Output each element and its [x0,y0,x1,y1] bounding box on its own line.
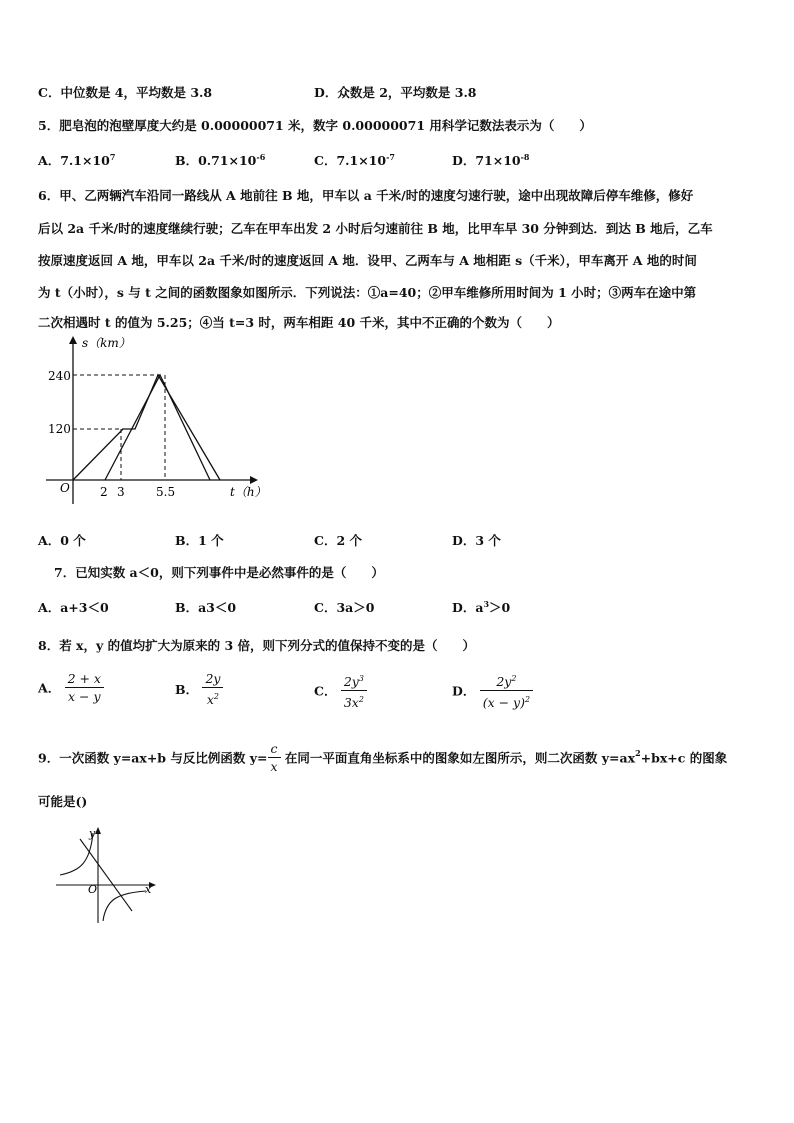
q8-stem: 8．若 x，y 的值均扩大为原来的 3 倍，则下列分式的值保持不变的是（ ） [38,638,476,653]
q8-option-b[interactable]: B． $\frac{2y}{x^2}$ [175,670,223,708]
fraction-a: $\frac{2 + x}{x - y}$ [65,670,104,705]
q6-option-b[interactable]: B．1 个 [175,533,224,548]
q8-option-c[interactable]: C． $\frac{2y^3}{3x^2}$ [314,670,367,711]
fraction-b: $\frac{2y}{x^2}$ [202,670,223,708]
q6-option-d[interactable]: D．3 个 [452,533,501,548]
q7-stem: 7．已知实数 a＜0，则下列事件中是必然事件的是（ ） [54,565,384,580]
q8-option-a[interactable]: A． $\frac{2 + x}{x - y}$ [38,670,104,705]
graph-y-label: y [89,827,96,840]
fraction-c: $\frac{2y^3}{3x^2}$ [341,670,367,711]
fraction-c-over-x: $\frac{c}{x}$ [268,740,281,775]
q7-option-c[interactable]: C．3a＞0 [314,600,375,615]
y-axis-arrow-icon [69,336,77,344]
q5-option-c[interactable]: C．$7.1\times 10^{-7}$ [314,151,395,168]
q6-stem-line: 后以 2a 千米/时的速度继续行驶；乙车在甲车出发 2 小时后匀速前往 B 地，比甲车早 30 分钟到达．到达 B 地后，乙车 [38,221,713,236]
q6-stem-line: 二次相遇时 t 的值为 5.25；④当 t=3 时，两车相距 40 千米，其中不正确的个数为（ ） [38,315,560,330]
q5-stem: 5．肥皂泡的泡壁厚度大约是 0.00000071 米，数字 0.00000071 用科学记数法表示为（ ） [38,118,592,133]
graph-x-label: t（h） [230,485,267,499]
q4-option-d[interactable]: D．众数是 2，平均数是 3.8 [314,85,477,100]
q5-option-d[interactable]: D．$71\times 10^{-8}$ [452,151,530,168]
y-tick-240: 240 [48,369,71,383]
q6-distance-time-graph [38,332,278,512]
x-tick-2: 2 [100,485,108,499]
q6-stem-line: 为 t（小时），s 与 t 之间的函数图象如图所示．下列说法：①a=40；②甲车维修所用时间为 1 小时；③两车在途中第 [38,285,697,300]
x-tick-3: 3 [117,485,125,499]
q5-option-b[interactable]: B．$0.71\times 10^{-6}$ [175,151,266,168]
graph-origin-label: O [60,481,70,495]
x-tick-5-5: 5.5 [156,485,176,499]
q9-stem: 9．一次函数 y=ax+b 与反比例函数 y= $\frac{c}{x}$ 在同一平面直角坐标系中的图象如左图所示，则二次函数 $y=ax^2+bx+c$ 的图象 [38,741,728,774]
q7-option-a[interactable]: A．a+3＜0 [38,600,109,615]
y-axis-arrow-icon [95,827,101,834]
hyperbola-branch-lower [103,891,146,921]
q7-option-d[interactable]: D．$a^3>0$ [452,598,511,615]
q4-option-c[interactable]: C．中位数是 4，平均数是 3.8 [38,85,213,100]
q9-stem-line2: 可能是() [38,794,88,809]
fraction-d: $\frac{2y^2}{(x - y)^2}$ [480,670,533,711]
q5-option-a[interactable]: A．$7.1\times 10^7$ [38,151,116,168]
q6-option-c[interactable]: C．2 个 [314,533,362,548]
car-jia-line [73,375,220,480]
x-axis-arrow-icon [250,476,258,484]
q8-option-d[interactable]: D． $\frac{2y^2}{(x - y)^2}$ [452,670,533,711]
linear-function-line [80,839,132,911]
graph-origin-label: O [88,883,98,896]
q6-option-a[interactable]: A．0 个 [38,533,86,548]
q6-stem-line: 按原速度返回 A 地，甲车以 2a 千米/时的速度返回 A 地．设甲、乙两车与 A 地相距 s（千米），甲车离开 A 地的时间 [38,253,697,268]
graph-y-label: s（km） [82,336,131,350]
q9-function-graph [52,825,164,927]
graph-x-label: x [145,883,152,896]
q7-option-b[interactable]: B．a3＜0 [175,600,237,615]
y-tick-120: 120 [48,422,71,436]
q6-stem-line: 6．甲、乙两辆汽车沿同一路线从 A 地前往 B 地，甲车以 a 千米/时的速度匀速行驶，途中出现故障后停车维修，修好 [38,188,694,203]
